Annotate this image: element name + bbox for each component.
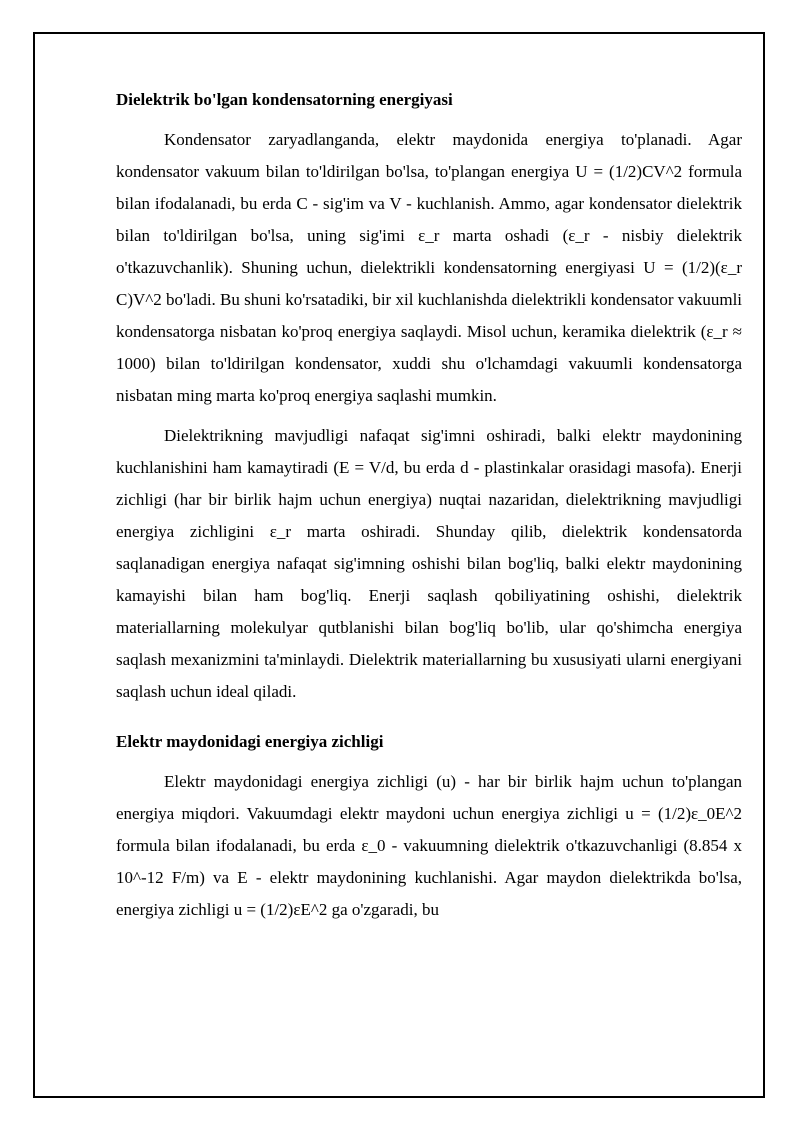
- paragraph-energy-density-1: Elektr maydonidagi energiya zichligi (u) - har bir birlik hajm uchun to'plangan energiya miqdori. Vakuumdagi elektr maydoni uchun energiya zichligi u = (1/2)ε_0E^2 formula bilan ifodalanadi, bu erda ε_0 - vakuumning dielektrik o'tkazuvchanligi (8.854 x 10^-12 F/m) va E - elektr maydonining kuchlanishi. Agar maydon dielektrikda bo'lsa, energiya zichligi u = (1/2)εE^2 ga o'zgaradi, bu: [116, 772, 742, 919]
- document-body: [116, 84, 742, 934]
- paragraph-capacitor-energy-2: Dielektrikning mavjudligi nafaqat sig'imni oshiradi, balki elektr maydonining kuchlanishini ham kamaytiradi (E = V/d, bu erda d - plastinkalar orasidagi masofa). Enerji zichligi (har bir birlik hajm uchun energiya) nuqtai nazaridan, dielektrikning mavjudligi energiya zichligini ε_r marta oshiradi. Shunday qilib, dielektrik kondensatorda saqlanadigan energiya nafaqat sig'imning oshishi bilan bog'liq, balki elektr maydonining kamayishi bilan ham bog'liq. Enerji saqlash qobiliyatining oshishi, dielektrik materiallarning molekulyar qutblanishi bilan bog'liq bo'lib, ular qo'shimcha energiya saqlash mexanizmini ta'minlaydi. Dielektrik materiallarning bu xususiyati ularni energiyani saqlash uchun ideal qiladi.: [116, 426, 742, 701]
- section-heading-energy-density: Elektr maydonidagi energiya zichligi: [116, 732, 384, 751]
- paragraph-capacitor-energy-1: Kondensator zaryadlanganda, elektr maydonida energiya to'planadi. Agar kondensator vakuum bilan to'ldirilgan bo'lsa, to'plangan energiya U = (1/2)CV^2 formula bilan ifodalanadi, bu erda C - sig'im va V - kuchlanish. Ammo, agar kondensator dielektrik bilan to'ldirilgan bo'lsa, uning sig'imi ε_r marta oshadi (ε_r - nisbiy dielektrik o'tkazuvchanlik). Shuning uchun, dielektrikli kondensatorning energiyasi U = (1/2)(ε_r C)V^2 bo'ladi. Bu shuni ko'rsatadiki, bir xil kuchlanishda dielektrikli kondensator vakuumli kondensatorga nisbatan ko'proq energiya saqlaydi. Misol uchun, keramika dielektrik (ε_r ≈ 1000) bilan to'ldirilgan kondensator, xuddi shu o'lchamdagi vakuumli kondensatorga nisbatan ming marta ko'proq energiya saqlashi mumkin.: [116, 130, 743, 405]
- section-spacer: [116, 716, 742, 726]
- section-heading-capacitor-energy: Dielektrik bo'lgan kondensatorning energiyasi: [116, 90, 453, 109]
